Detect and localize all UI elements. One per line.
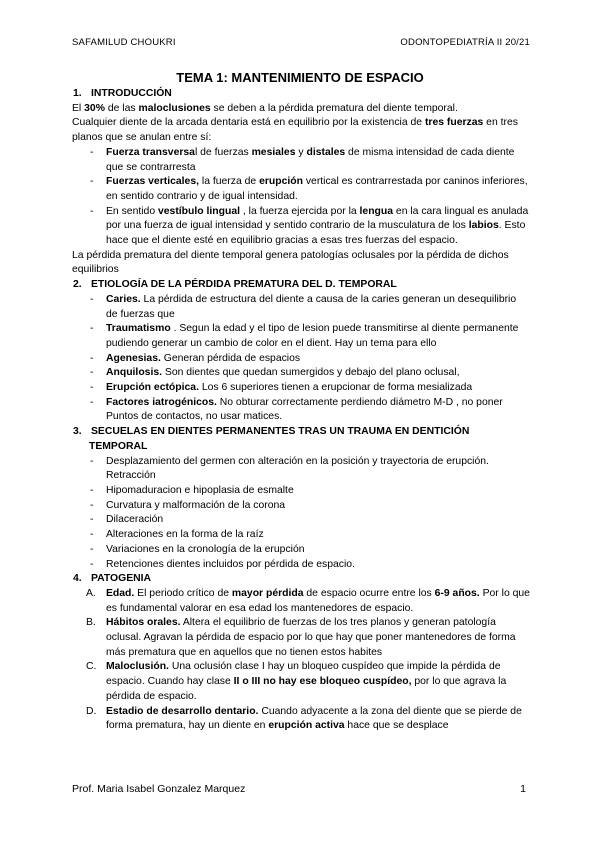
list-item: - Alteraciones en la forma de la raíz — [90, 529, 264, 541]
list-item: D. Estadio de desarrollo dentario. Cuando adyacente a la zona del diente que se pierde de forma prematura, hay un diente en erupción activa hace que se desplace — [86, 705, 522, 732]
section-3-heading: 3. SECUELAS EN DIENTES PERMANENTES TRAS UN TRAUMA EN DENTICIÓN TEMPORAL — [73, 426, 470, 452]
list-item: - En sentido vestíbulo lingual , la fuerza ejercida por la lengua en la cara lingual es anulada por una fuerza de igual intensidad y sentido contrario de la musculatura de los labios. Esto hace que el diente esté en equilibrio gracias a esas tres fuerzas del espacio. — [90, 205, 529, 247]
list-item: - Caries. La pérdida de estructura del diente a causa de la caries generan un desequilibrio de fuerzas que — [90, 293, 517, 320]
list-item: - Variaciones en la cronología de la erupción — [90, 543, 305, 555]
list-item: - Retenciones dientes incluidos por pérdida de espacio. — [90, 558, 355, 570]
footer-author: Prof. Maria Isabel Gonzalez Marquez — [72, 783, 246, 795]
list-item: - Factores iatrogénicos. No obturar correctamente perdiendo diámetro M-D , no poner Puntos de contactos, no usar matices. — [90, 396, 503, 423]
list-item: - Desplazamiento del germen con alteración en la posición y trayectoria de erupción. Retracción — [90, 455, 489, 482]
section-1-paragraph-3: La pérdida prematura del diente temporal genera patologías oclusales por la pérdida de dichos equilibrios — [72, 249, 509, 276]
section-4-heading: 4. PATOGENIA — [73, 573, 152, 585]
page-title: TEMA 1: MANTENIMIENTO DE ESPACIO — [176, 70, 424, 85]
list-item: C. Maloclusión. Una oclusión clase I hay un bloqueo cuspídeo que impide la pérdida de espacio. Cuando hay clase II o III no hay ese bloqueo cuspídeo, por lo que agrava la pérdida de espacio. — [86, 661, 507, 702]
header-right: ODONTOPEDIATRÍA II 20/21 — [400, 37, 530, 48]
list-item: - Fuerzas verticales, la fuerza de erupción vertical es contrarrestada por caninos inferiores, en sentido contrario y de igual intensidad. — [90, 176, 528, 202]
list-item: - Erupción ectópica. Los 6 superiores tienen a erupcionar de forma mesializada — [90, 382, 473, 394]
document-body — [72, 87, 530, 734]
list-item: - Anquilosis. Son dientes que quedan sumergidos y debajo del plano oclusal, — [90, 367, 460, 379]
page-number: 1 — [520, 783, 526, 795]
list-item: - Curvatura y malformación de la corona — [90, 499, 286, 511]
list-item: - Agenesias. Generan pérdida de espacios — [90, 352, 301, 364]
header-left: SAFAMILUD CHOUKRI — [72, 37, 176, 48]
section-1-paragraph-1: El 30% de las maloclusiones se deben a la pérdida prematura del diente temporal. — [72, 102, 458, 114]
list-item: - Traumatismo . Segun la edad y el tipo de lesion puede transmitirse al diente permanente pudiendo generar un cambio de color en el dient. Hay un tema para ello — [90, 323, 519, 349]
list-item: - Dilaceración — [90, 514, 164, 526]
list-item: A. Edad. El periodo crítico de mayor pérdida de espacio ocurre entre los 6-9 años. Por lo que es fundamental valorar en esa edad los mantenedores de espacio. — [86, 587, 530, 614]
list-item: - Fuerza transversal de fuerzas mesiales y distales de misma intensidad de cada diente que se contrarresta — [90, 146, 515, 173]
section-2-heading: 2. ETIOLOGÍA DE LA PÉRDIDA PREMATURA DEL D. TEMPORAL — [73, 279, 397, 291]
section-1-paragraph-2: Cualquier diente de la arcada dentaria está en equilibrio por la existencia de tres fuerzas en tres planos que se anulan entre sí: — [72, 117, 518, 144]
list-item: B. Hábitos orales. Altera el equilibrio de fuerzas de los tres planos y generan patología oclusal. Agravan la pérdida de espacio por lo que hay que poner mantenedores de forma más prematura que en aquellos que no tienen estos habites — [86, 617, 516, 658]
list-item: - Hipomaduracion e hipoplasia de esmalte — [90, 484, 294, 496]
section-1-heading: 1. INTRODUCCIÓN — [73, 88, 172, 99]
